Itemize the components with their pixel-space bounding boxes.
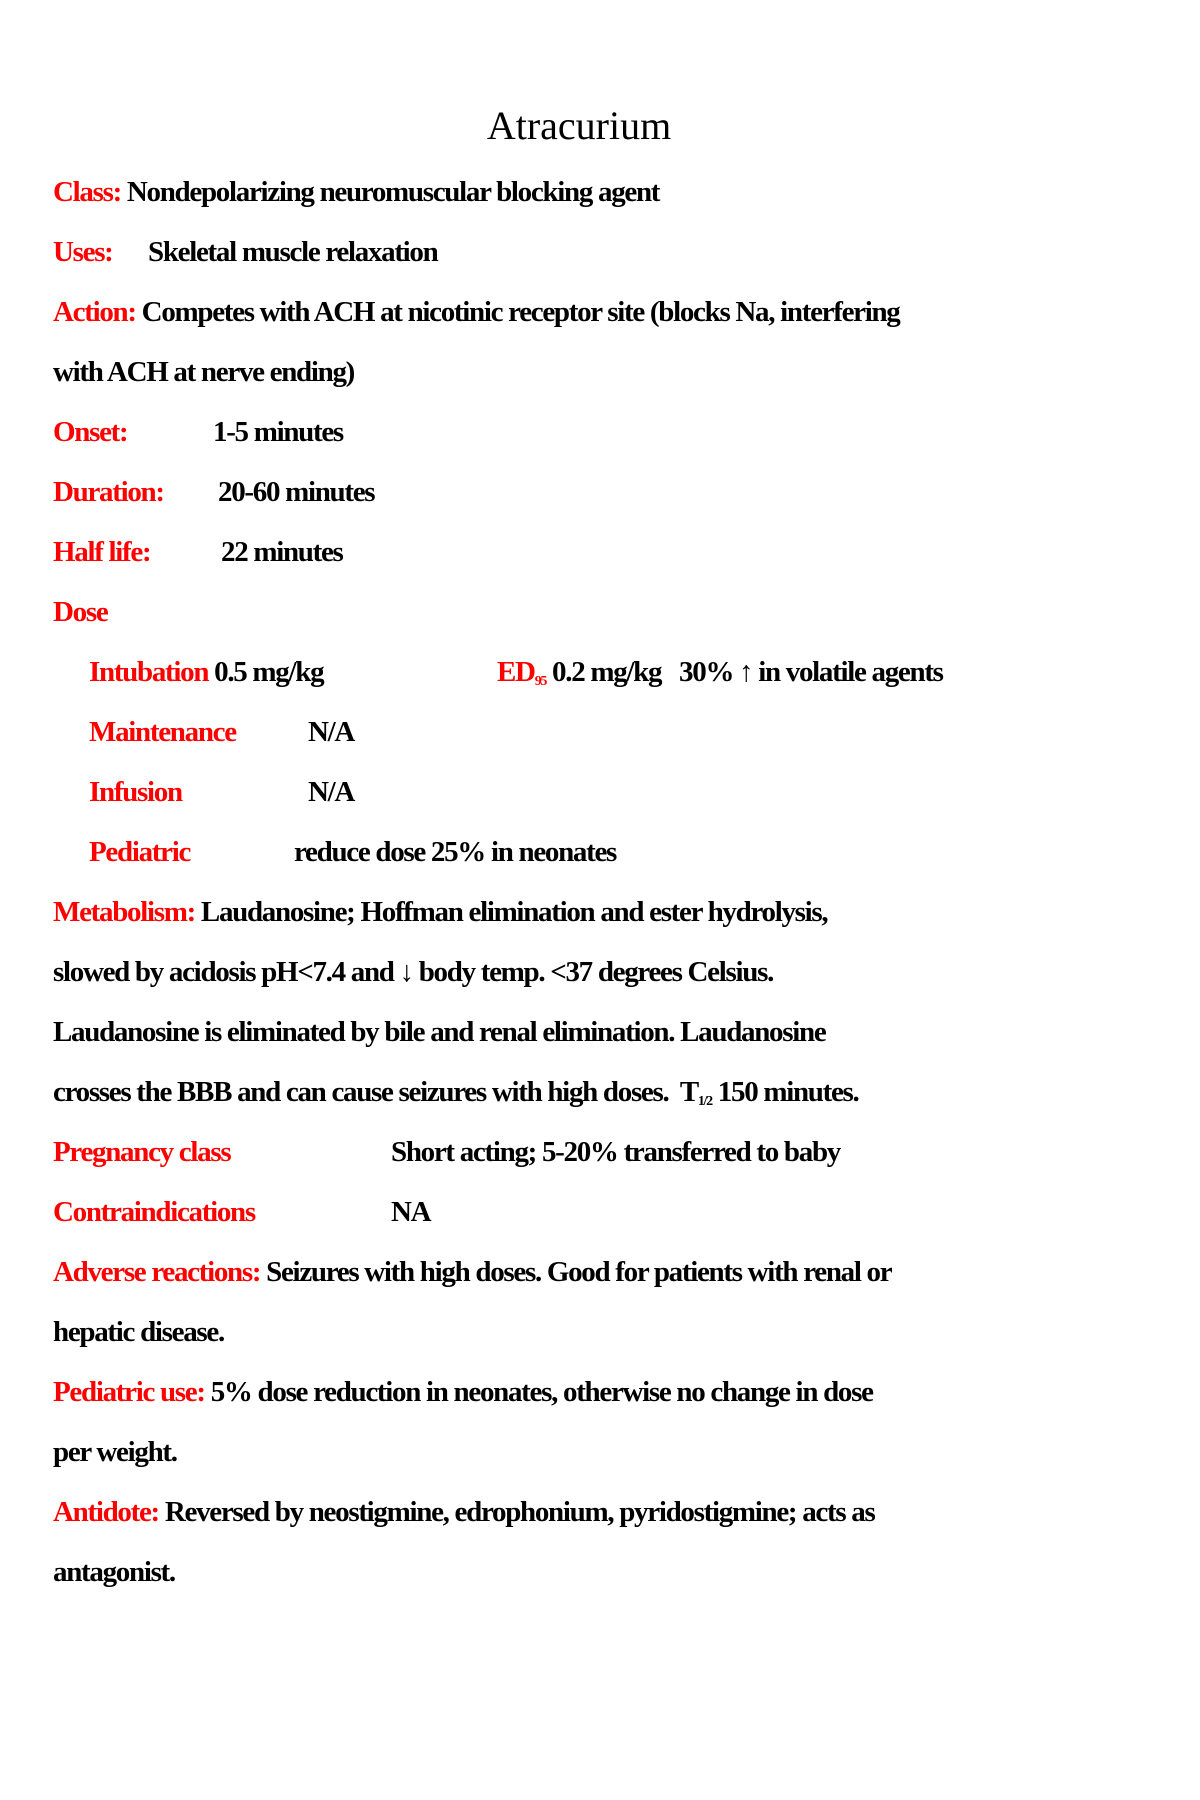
pediatric-use-row: [53, 1372, 873, 1412]
half-life-text: 22 minutes: [221, 536, 343, 568]
contraindications-label: Contraindications: [53, 1196, 255, 1228]
metabolism-text-4a: crosses the BBB and can cause seizures with high doses. T: [53, 1076, 698, 1108]
action-text-1: Competes with ACH at nicotinic receptor site (blocks Na, interfering: [141, 296, 900, 328]
class-text: Nondepolarizing neuromuscular blocking agent: [126, 176, 660, 208]
intubation-value: 0.5 mg/kg: [214, 656, 324, 688]
pediatric-use-label: Pediatric use:: [53, 1376, 205, 1408]
half-life-label: Half life:: [53, 536, 151, 568]
metabolism-row: [53, 892, 827, 932]
duration-label: Duration:: [53, 476, 164, 508]
half-life-row: [53, 532, 343, 572]
infusion-label: Infusion: [89, 776, 182, 808]
action-text-2: with ACH at nerve ending): [53, 356, 355, 388]
metabolism-text-4b: 150 minutes.: [711, 1076, 859, 1108]
action-row: [53, 292, 900, 332]
ed95-text: 0.2 mg/kg 30% ↑ in volatile agents: [552, 656, 943, 688]
action-label: Action:: [53, 296, 136, 328]
duration-row: [53, 472, 375, 512]
class-row: [53, 172, 659, 212]
ed95-group: [497, 652, 943, 702]
duration-text: 20-60 minutes: [218, 476, 375, 508]
dose-maintenance-row: [89, 712, 355, 752]
uses-row: [53, 232, 438, 272]
metabolism-text-1: Laudanosine; Hoffman elimination and ester hydrolysis,: [200, 896, 828, 928]
ed95-subscript: 95: [534, 674, 547, 689]
onset-text: 1-5 minutes: [213, 416, 343, 448]
metabolism-row-2: [53, 952, 773, 992]
dose-row: [53, 592, 107, 632]
half-life-subscript: 1/2: [697, 1094, 712, 1109]
pregnancy-row: [53, 1132, 840, 1172]
ed95-label: ED: [497, 656, 535, 688]
pregnancy-text: Short acting; 5-20% transferred to baby: [391, 1136, 840, 1168]
infusion-value: N/A: [308, 776, 355, 808]
metabolism-row-3: [53, 1012, 825, 1052]
uses-text: Skeletal muscle relaxation: [148, 236, 438, 268]
adverse-row-cont: [53, 1312, 224, 1352]
dose-infusion-row: [89, 772, 355, 812]
pregnancy-label: Pregnancy class: [53, 1136, 231, 1168]
onset-row: [53, 412, 343, 452]
antidote-text-1: Reversed by neostigmine, edrophonium, pyridostigmine; acts as: [164, 1496, 875, 1528]
contraindications-text: NA: [391, 1196, 431, 1228]
metabolism-label: Metabolism:: [53, 896, 195, 928]
adverse-label: Adverse reactions:: [53, 1256, 261, 1288]
adverse-text-1: Seizures with high doses. Good for patients with renal or: [266, 1256, 892, 1288]
dose-label: Dose: [53, 596, 108, 628]
maintenance-label: Maintenance: [89, 716, 236, 748]
dose-intubation-row: [89, 652, 943, 692]
metabolism-row-4: [53, 1072, 859, 1122]
adverse-text-2: hepatic disease.: [53, 1316, 224, 1348]
antidote-row: [53, 1492, 874, 1532]
contraindications-row: [53, 1192, 431, 1232]
metabolism-text-3: Laudanosine is eliminated by bile and renal elimination. Laudanosine: [53, 1016, 826, 1048]
maintenance-value: N/A: [308, 716, 355, 748]
page-title: Atracurium: [486, 103, 672, 148]
antidote-text-2: antagonist.: [53, 1556, 175, 1588]
antidote-row-cont: [53, 1552, 175, 1592]
antidote-label: Antidote:: [53, 1496, 159, 1528]
onset-label: Onset:: [53, 416, 128, 448]
pediatric-value: reduce dose 25% in neonates: [294, 836, 617, 868]
class-label: Class:: [53, 176, 121, 208]
dose-pediatric-row: [89, 832, 617, 872]
pediatric-use-text-1: 5% dose reduction in neonates, otherwise no change in dose: [210, 1376, 873, 1408]
pediatric-use-row-cont: [53, 1432, 177, 1472]
action-row-cont: [53, 352, 354, 392]
metabolism-text-2: slowed by acidosis pH<7.4 and ↓ body temp. <37 degrees Celsius.: [53, 956, 774, 988]
pediatric-label: Pediatric: [89, 836, 191, 868]
adverse-row: [53, 1252, 891, 1292]
pediatric-use-text-2: per weight.: [53, 1436, 177, 1468]
intubation-label: Intubation: [89, 656, 209, 688]
uses-label: Uses:: [53, 236, 113, 268]
